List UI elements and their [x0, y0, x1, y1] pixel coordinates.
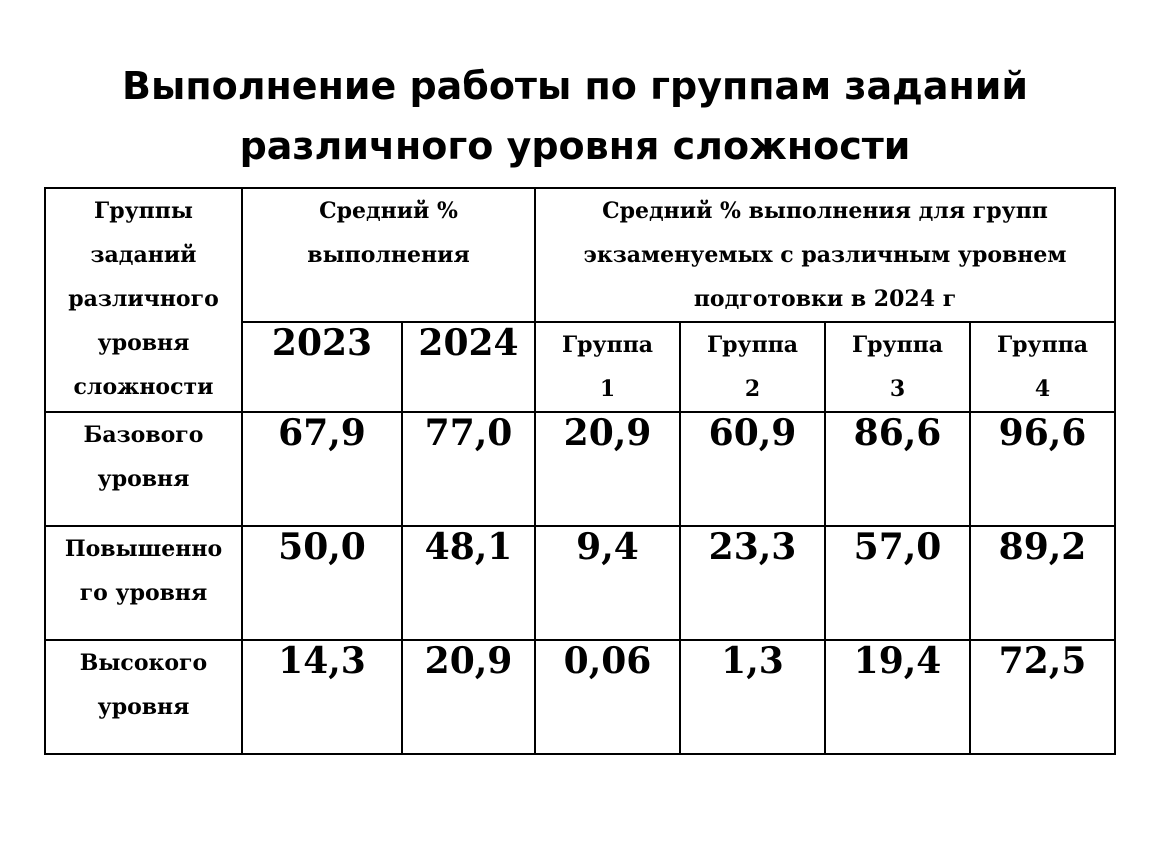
header-text-line: сложности — [73, 374, 214, 400]
cell-value: 86,6 — [825, 412, 970, 526]
cell-value: 89,2 — [970, 526, 1115, 640]
cell-value: 57,0 — [825, 526, 970, 640]
cell-value: 23,3 — [680, 526, 825, 640]
cell-value: 19,4 — [825, 640, 970, 754]
row-label-line: Повышенно — [64, 536, 223, 562]
row-label-line: уровня — [97, 694, 190, 720]
row-label-line: Высокого — [79, 650, 208, 676]
header-average-percent — [242, 188, 535, 322]
header-average-by-group — [535, 188, 1115, 322]
row-label — [45, 412, 242, 526]
results-table — [44, 187, 1116, 755]
cell-value: 20,9 — [402, 640, 535, 754]
cell-value: 67,9 — [242, 412, 402, 526]
cell-value: 48,1 — [402, 526, 535, 640]
header-text-line: экзаменуемых с различным уровнем — [583, 242, 1067, 268]
header-text-line: Группа — [996, 332, 1089, 358]
table-row — [45, 640, 1115, 754]
page-title — [0, 56, 1150, 176]
header-text-line: подготовки в 2024 г — [693, 286, 957, 312]
header-text-line: 4 — [1034, 376, 1051, 402]
header-text-line: выполнения — [307, 242, 470, 268]
header-text-line: 1 — [599, 376, 616, 402]
header-text-line: 3 — [889, 376, 906, 402]
cell-value: 72,5 — [970, 640, 1115, 754]
header-year-2023: 2023 — [242, 322, 402, 412]
cell-value: 14,3 — [242, 640, 402, 754]
header-text-line: различного — [68, 286, 219, 312]
row-label — [45, 526, 242, 640]
cell-value: 77,0 — [402, 412, 535, 526]
row-label-line: го уровня — [79, 580, 208, 606]
table-row — [45, 526, 1115, 640]
cell-value: 9,4 — [535, 526, 680, 640]
header-group-1 — [535, 322, 680, 412]
table-row — [45, 412, 1115, 526]
header-text-line: Средний % — [319, 198, 458, 224]
cell-value: 60,9 — [680, 412, 825, 526]
cell-value: 1,3 — [680, 640, 825, 754]
header-group-2 — [680, 322, 825, 412]
header-group-3 — [825, 322, 970, 412]
title-line-1: Выполнение работы по группам заданий — [122, 64, 1028, 108]
header-year-2024: 2024 — [402, 322, 535, 412]
header-text-line: заданий — [90, 242, 197, 268]
cell-value: 0,06 — [535, 640, 680, 754]
row-label-line: Базового — [83, 422, 204, 448]
header-text-line: Средний % выполнения для групп — [602, 198, 1048, 224]
cell-value: 20,9 — [535, 412, 680, 526]
title-line-2: различного уровня сложности — [239, 124, 911, 168]
header-group-4 — [970, 322, 1115, 412]
header-text-line: 2 — [744, 376, 761, 402]
cell-value: 96,6 — [970, 412, 1115, 526]
header-text-line: Группа — [561, 332, 654, 358]
header-text-line: уровня — [97, 330, 190, 356]
header-text-line: Группа — [851, 332, 944, 358]
cell-value: 50,0 — [242, 526, 402, 640]
row-label-line: уровня — [97, 466, 190, 492]
header-groups-column — [45, 188, 242, 412]
header-text-line: Группа — [706, 332, 799, 358]
row-label — [45, 640, 242, 754]
header-text-line: Группы — [94, 198, 193, 224]
